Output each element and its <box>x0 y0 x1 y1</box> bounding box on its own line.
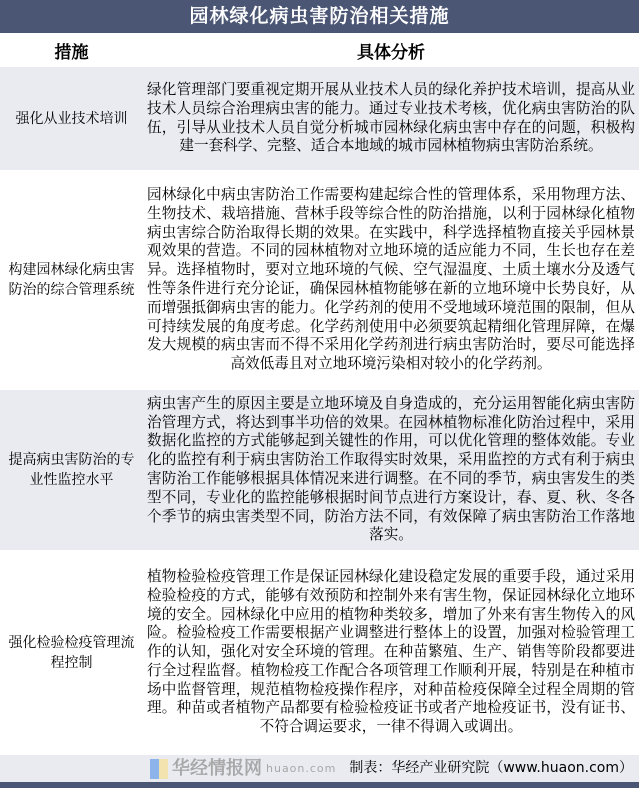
header-analysis: 具体分析 <box>357 42 425 63</box>
header-measure: 措施 <box>54 42 89 63</box>
measure-cell: 强化检验检疫管理流程控制 <box>8 634 135 671</box>
analysis-cell: 绿化管理部门要重视定期开展从业技术人员的绿化养护技术培训，提高从业技术人员综合治理病虫害的能力。通过专业技术考核，优化病虫害防治的队伍，引导从业技术人员自觉分析城市园林绿化病虫害中存在的问题，积极构建一套科学、完整、适合本地域的城市园林植物病虫害防治系统。 <box>147 80 635 155</box>
table-row <box>0 67 639 170</box>
watermark-url: huaon.com <box>266 762 337 775</box>
measure-cell: 强化从业技术培训 <box>15 110 128 127</box>
watermark-name: 华经情报网 <box>172 758 262 779</box>
watermark-logo <box>150 756 336 781</box>
table-row <box>0 390 639 550</box>
watermark-block-blue <box>150 759 159 779</box>
footer-bar <box>0 755 639 782</box>
analysis-cell: 病虫害产生的原因主要是立地环境及自身造成的，充分运用智能化病虫害防治管理方式，将达到事半功倍的效果。在园林植物标准化防治过程中，采用数据化监控的方式能够起到关键性的作用，可以优化管理的整体效能。专业化的监控有利于病虫害防治工作取得实时效果，采用监控的方式有利于病虫害防治工作能够根据具体情况来进行调整。在不同的季节，病虫害发生的类型不同，专业化的监控能够根据时间节点进行方案设计，春、夏、秋、冬各个季节的病虫害类型不同，防治方法不同，有效保障了病虫害防治工作落地落实。 <box>147 394 635 544</box>
table-row <box>0 170 639 390</box>
measure-cell: 构建园林绿化病虫害防治的综合管理系统 <box>8 262 135 298</box>
table-header <box>0 33 639 67</box>
measure-cell: 提高病虫害防治的专业性监控水平 <box>8 452 135 488</box>
watermark-block-yellow <box>159 759 168 779</box>
source-footer: 制表：华经产业研究院（www.huaon.com） <box>349 760 633 776</box>
bottom-bar <box>0 782 639 788</box>
table-title: 园林绿化病虫害防治相关措施 <box>0 0 639 33</box>
analysis-cell: 植物检验检疫管理工作是保证园林绿化建设稳定发展的重要手段，通过采用检验检疫的方式，能够有效预防和控制外来有害生物，保证园林绿化立地环境的安全。园林绿化中应用的植物种类较多，增加了外来有害生物传入的风险。检验检疫工作需要根据产业调整进行整体上的设置，加强对检验管理工作的认知，强化对安全环境的管理。在种苗繁殖、生产、销售等阶段都要进行全过程监督。植物检疫工作配合各项管理工作顺利开展，特别是在种植市场中监督管理，规范植物检疫操作程序，对种苗检疫保障全过程全周期的管理。种苗或者植物产品都要有检验检疫证书或者产地检疫证书，没有证书、不符合调运要求，一律不得调入或调出。 <box>147 567 635 736</box>
analysis-cell: 园林绿化中病虫害防治工作需要构建起综合性的管理体系，采用物理方法、生物技术、栽培措施、营林手段等综合性的防治措施，以利于园林绿化植物病虫害综合防治取得长期的效果。在实践中，科学选择植物直接关乎园林景观效果的营造。不同的园林植物对立地环境的适应能力不同，生长也存在差异。选择植物时，要对立地环境的气候、空气湿温度、土质土壤水分及透气性等条件进行充分论证，确保园林植物能够在新的立地环境中长势良好，从而增强抵御病虫害的能力。化学药剂的使用不受地域环境范围的限制，但从可持续发展的角度考虑。化学药剂使用中必须要筑起精细化管理屏障，在爆发大规模的病虫害而不得不采用化学药剂进行病虫害防治时，要尽可能选择高效低毒且对立地环境污染相对较小的化学药剂。 <box>147 186 635 373</box>
table-row <box>0 550 639 755</box>
